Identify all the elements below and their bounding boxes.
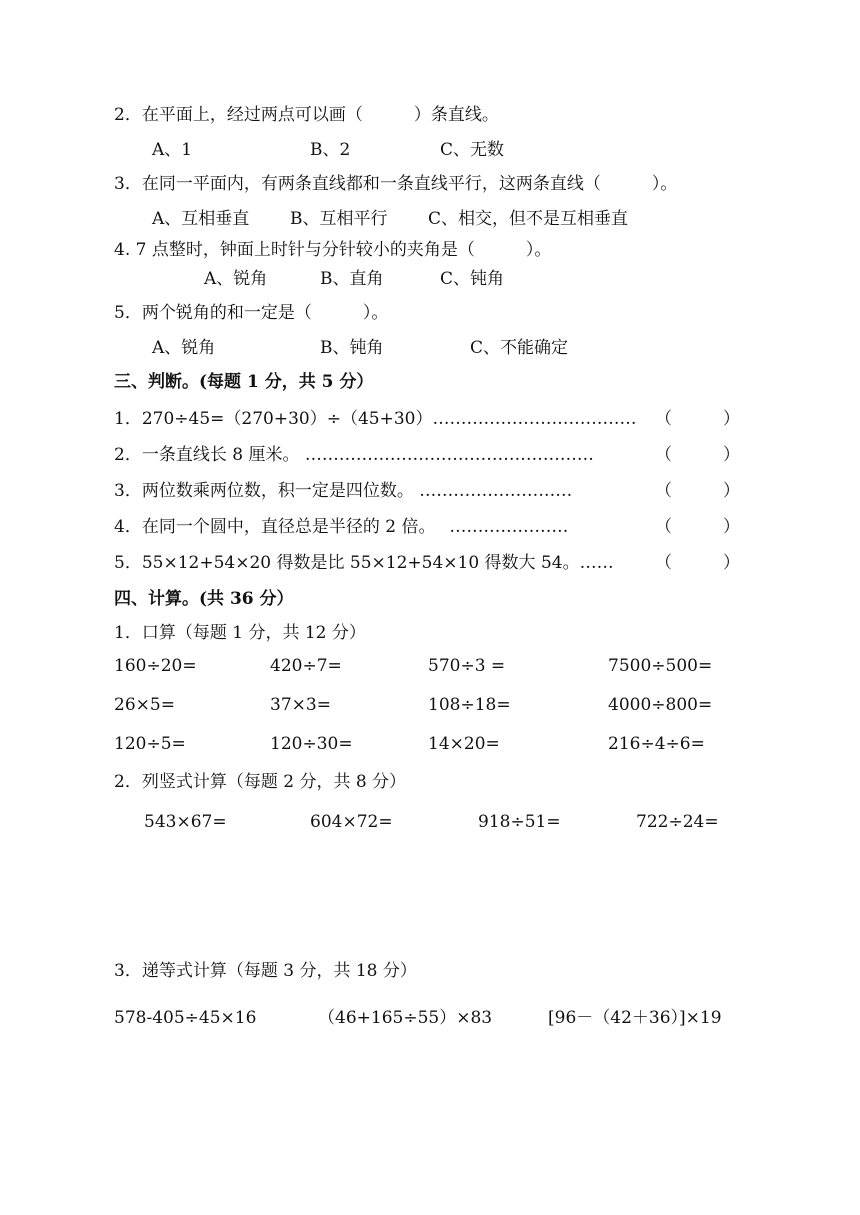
q5-stem: 5．两个锐角的和一定是（ ）。: [114, 303, 389, 323]
oral-item: 26×5=: [114, 695, 175, 715]
vertical-item: 722÷24=: [636, 812, 719, 832]
stepwise-title: 3．递等式计算（每题 3 分，共 18 分）: [114, 961, 417, 981]
q4-option-c: C、钝角: [440, 269, 505, 289]
judge-item-3: 3．两位数乘两位数，积一定是四位数。 ………………………: [114, 481, 573, 501]
q5-option-c: C、不能确定: [470, 338, 569, 358]
q2-option-c: C、无数: [440, 140, 505, 160]
oral-item: 570÷3 =: [428, 656, 506, 676]
judge-item-1: 1．270÷45=（270+30）÷（45+30）………………………………: [114, 409, 637, 429]
judge-answer-5[interactable]: （ ）: [655, 553, 740, 573]
q5-option-b: B、钝角: [320, 338, 384, 358]
oral-item: 14×20=: [428, 734, 500, 754]
stepwise-item: [96－（42＋36）]×19: [548, 1008, 722, 1028]
vertical-item: 918÷51=: [478, 812, 561, 832]
oral-item: 216÷4÷6=: [608, 734, 705, 754]
q3-option-c: C、相交，但不是互相垂直: [428, 209, 629, 229]
judge-answer-1[interactable]: （ ）: [655, 409, 740, 429]
oral-item: 120÷30=: [270, 734, 353, 754]
oral-item: 7500÷500=: [608, 656, 713, 676]
judge-item-2: 2．一条直线长 8 厘米。 ……………………………………………: [114, 445, 594, 465]
q2-option-b: B、2: [310, 140, 351, 160]
vertical-item: 604×72=: [310, 812, 393, 832]
oral-item: 108÷18=: [428, 695, 511, 715]
judge-item-5: 5．55×12+54×20 得数是比 55×12+54×10 得数大 54。……: [114, 553, 614, 573]
q5-option-a: A、锐角: [152, 338, 216, 358]
oral-item: 4000÷800=: [608, 695, 713, 715]
judge-item-4: 4．在同一个圆中，直径总是半径的 2 倍。 …………………: [114, 517, 569, 537]
q4-stem: 4. 7 点整时，钟面上时针与分针较小的夹角是（ ）。: [114, 240, 552, 260]
stepwise-item: （46+165÷55）×83: [318, 1008, 493, 1028]
q3-option-b: B、互相平行: [290, 209, 388, 229]
judge-answer-3[interactable]: （ ）: [655, 481, 740, 501]
oral-title: 1．口算（每题 1 分，共 12 分）: [114, 623, 366, 643]
q4-option-a: A、锐角: [204, 269, 268, 289]
oral-item: 37×3=: [270, 695, 331, 715]
judge-answer-4[interactable]: （ ）: [655, 517, 740, 537]
vertical-item: 543×67=: [144, 812, 227, 832]
judge-answer-2[interactable]: （ ）: [655, 445, 740, 465]
calc-heading: 四、计算。(共 36 分）: [114, 589, 294, 609]
q2-option-a: A、1: [152, 140, 193, 160]
judge-heading: 三、判断。(每题 1 分，共 5 分）: [114, 372, 374, 392]
q3-stem: 3．在同一平面内，有两条直线都和一条直线平行，这两条直线（ ）。: [114, 174, 678, 194]
q2-stem: 2．在平面上，经过两点可以画（ ）条直线。: [114, 105, 499, 125]
oral-item: 160÷20=: [114, 656, 197, 676]
stepwise-item: 578-405÷45×16: [114, 1008, 257, 1028]
oral-item: 420÷7=: [270, 656, 342, 676]
oral-item: 120÷5=: [114, 734, 186, 754]
q4-option-b: B、直角: [320, 269, 384, 289]
vertical-title: 2．列竖式计算（每题 2 分，共 8 分）: [114, 772, 407, 792]
q3-option-a: A、互相垂直: [152, 209, 250, 229]
